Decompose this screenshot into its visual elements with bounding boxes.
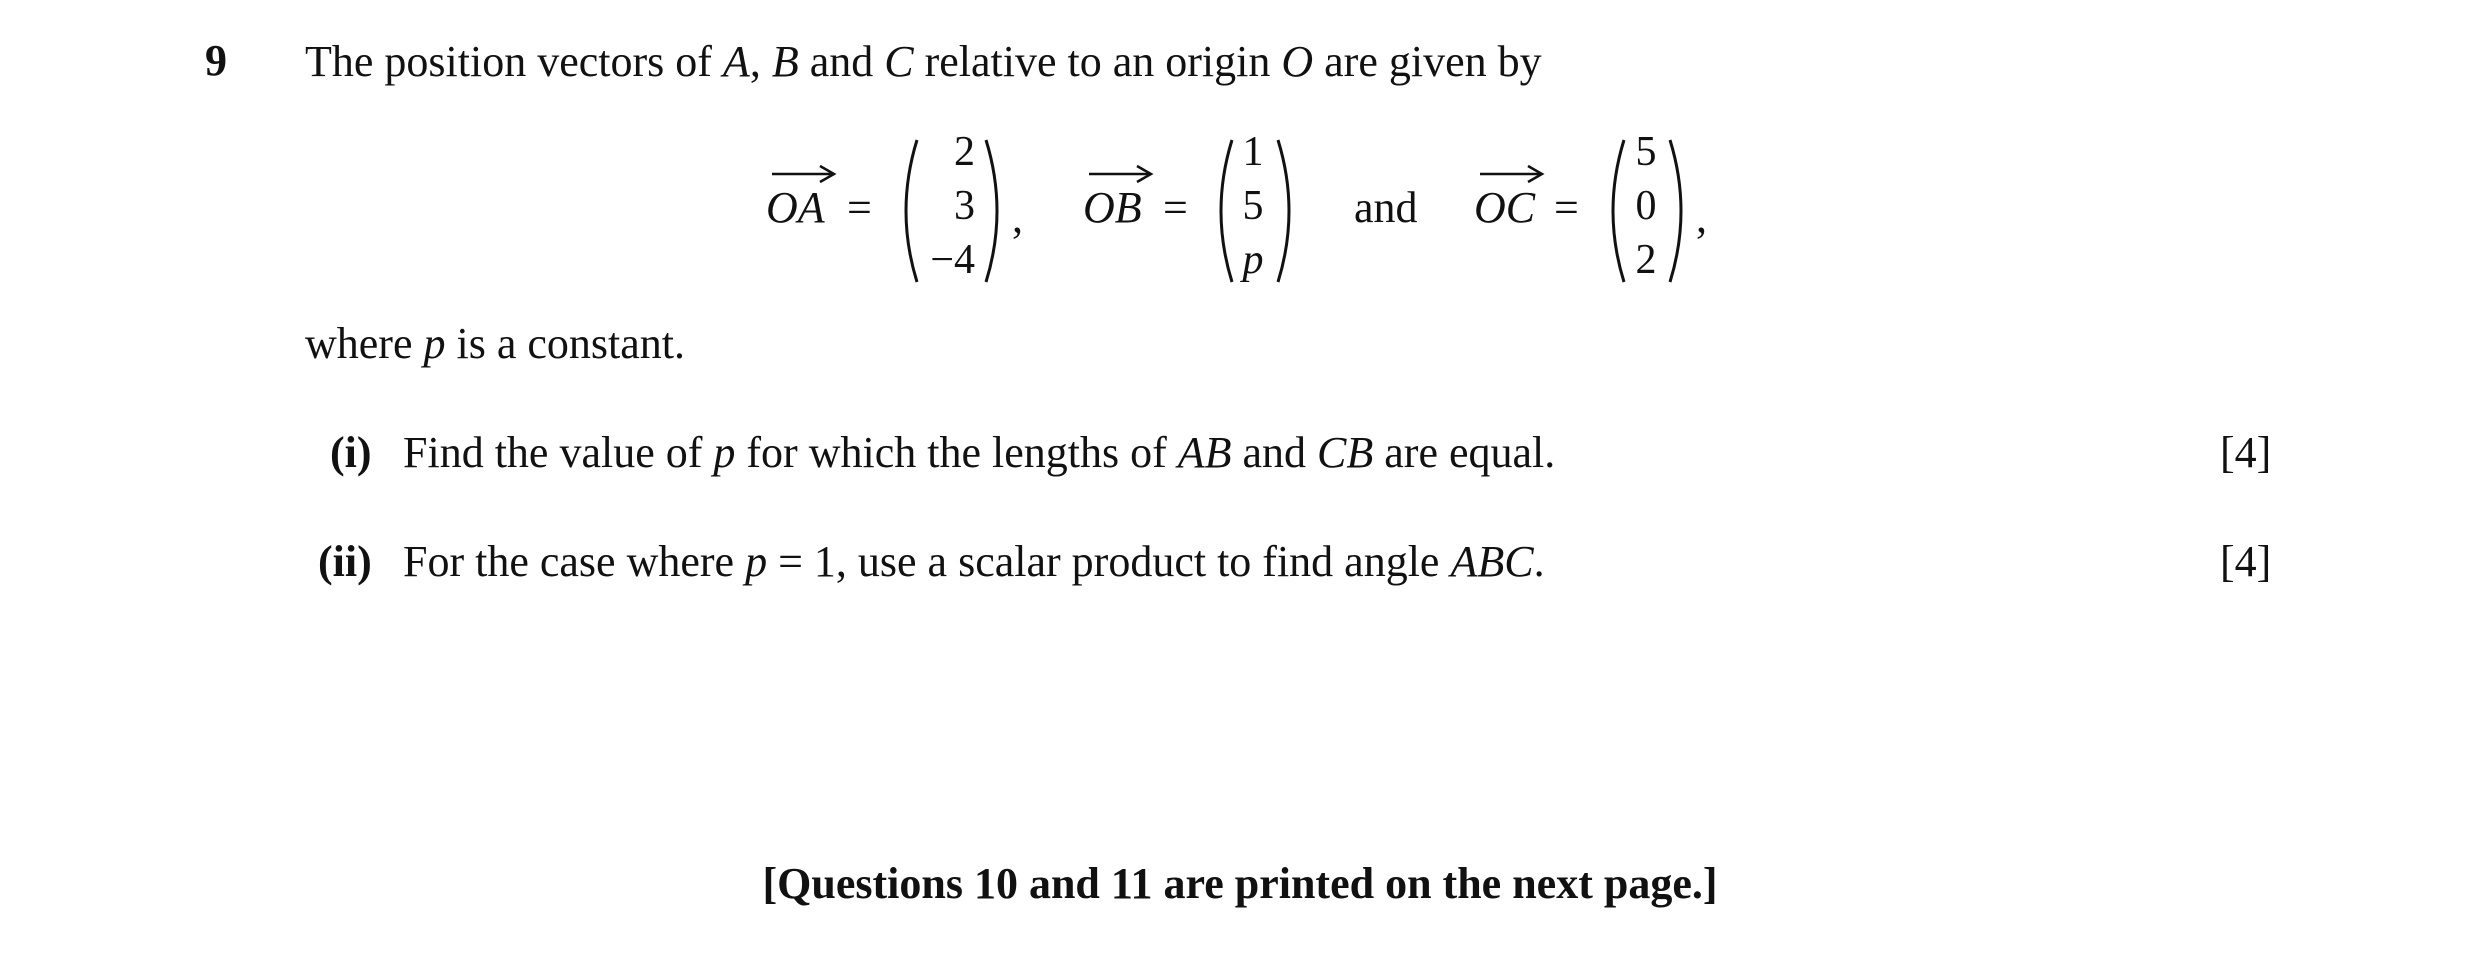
part-i-ab: AB [1177, 428, 1232, 477]
part-i-text-1: Find the value of [403, 428, 714, 477]
vector-ob-component: 1 [1242, 129, 1264, 175]
vector-oc-name: OC [1474, 183, 1536, 232]
where-text-1: where [305, 319, 424, 368]
where-clause [305, 318, 685, 369]
intro-text-3: relative to an origin [913, 37, 1282, 86]
next-page-note: [Questions 10 and 11 are printed on the next page.] [762, 859, 1718, 908]
part-i-text-3: and [1231, 428, 1318, 477]
intro-text-2: and [798, 37, 885, 86]
equals-sign: = [1163, 183, 1188, 232]
point-c-label: C [884, 37, 914, 86]
part-i-text-2: for which the lengths of [735, 428, 1178, 477]
intro-text-1: The position vectors of [305, 37, 723, 86]
vector-ob-arrow-icon [1087, 164, 1157, 184]
point-a-label: A [722, 37, 750, 86]
vector-oc-component: 2 [1635, 237, 1657, 283]
part-ii-text [403, 536, 1545, 587]
part-i-cb: CB [1317, 428, 1374, 477]
where-text-2: is a constant. [445, 319, 686, 368]
vector-oa-name: OA [766, 183, 825, 232]
vector-oa-component: −4 [930, 237, 975, 283]
right-bracket-icon [980, 136, 1010, 286]
vector-oc-component: 0 [1635, 183, 1657, 229]
intro-comma: , [749, 37, 772, 86]
part-ii-abc: ABC [1450, 537, 1534, 586]
vector-oa-component: 2 [954, 129, 975, 175]
vector-oc-arrow-icon [1478, 164, 1548, 184]
part-ii-text-2: = 1, use a scalar product to find angle [767, 537, 1451, 586]
part-ii-label: (ii) [318, 537, 372, 586]
equals-sign: = [847, 183, 872, 232]
where-p: p [423, 319, 446, 368]
vector-oc-component: 5 [1635, 129, 1657, 175]
question-intro [305, 36, 1542, 87]
separator-comma: , [1696, 193, 1707, 242]
and-word: and [1354, 183, 1418, 232]
part-ii-p: p [745, 537, 768, 586]
right-bracket-icon [1664, 136, 1694, 286]
part-ii-text-3: . [1533, 537, 1545, 586]
question-number: 9 [205, 36, 227, 85]
vector-ob-name: OB [1083, 183, 1142, 232]
part-ii-text-1: For the case where [403, 537, 746, 586]
part-ii-marks: [4] [2220, 537, 2272, 586]
vector-oa-component: 3 [954, 183, 975, 229]
point-b-label: B [771, 37, 799, 86]
vector-ob-component: p [1242, 237, 1264, 283]
vector-oa-arrow-icon [770, 164, 840, 184]
part-i-text [403, 427, 1555, 478]
origin-label: O [1281, 37, 1314, 86]
separator-comma: , [1012, 193, 1023, 242]
part-i-p: p [713, 428, 736, 477]
equals-sign: = [1554, 183, 1579, 232]
vector-ob-component: 5 [1242, 183, 1264, 229]
right-bracket-icon [1272, 136, 1302, 286]
part-i-label: (i) [330, 428, 372, 477]
intro-text-4: are given by [1313, 37, 1542, 86]
part-i-text-4: are equal. [1373, 428, 1556, 477]
part-i-marks: [4] [2220, 428, 2272, 477]
